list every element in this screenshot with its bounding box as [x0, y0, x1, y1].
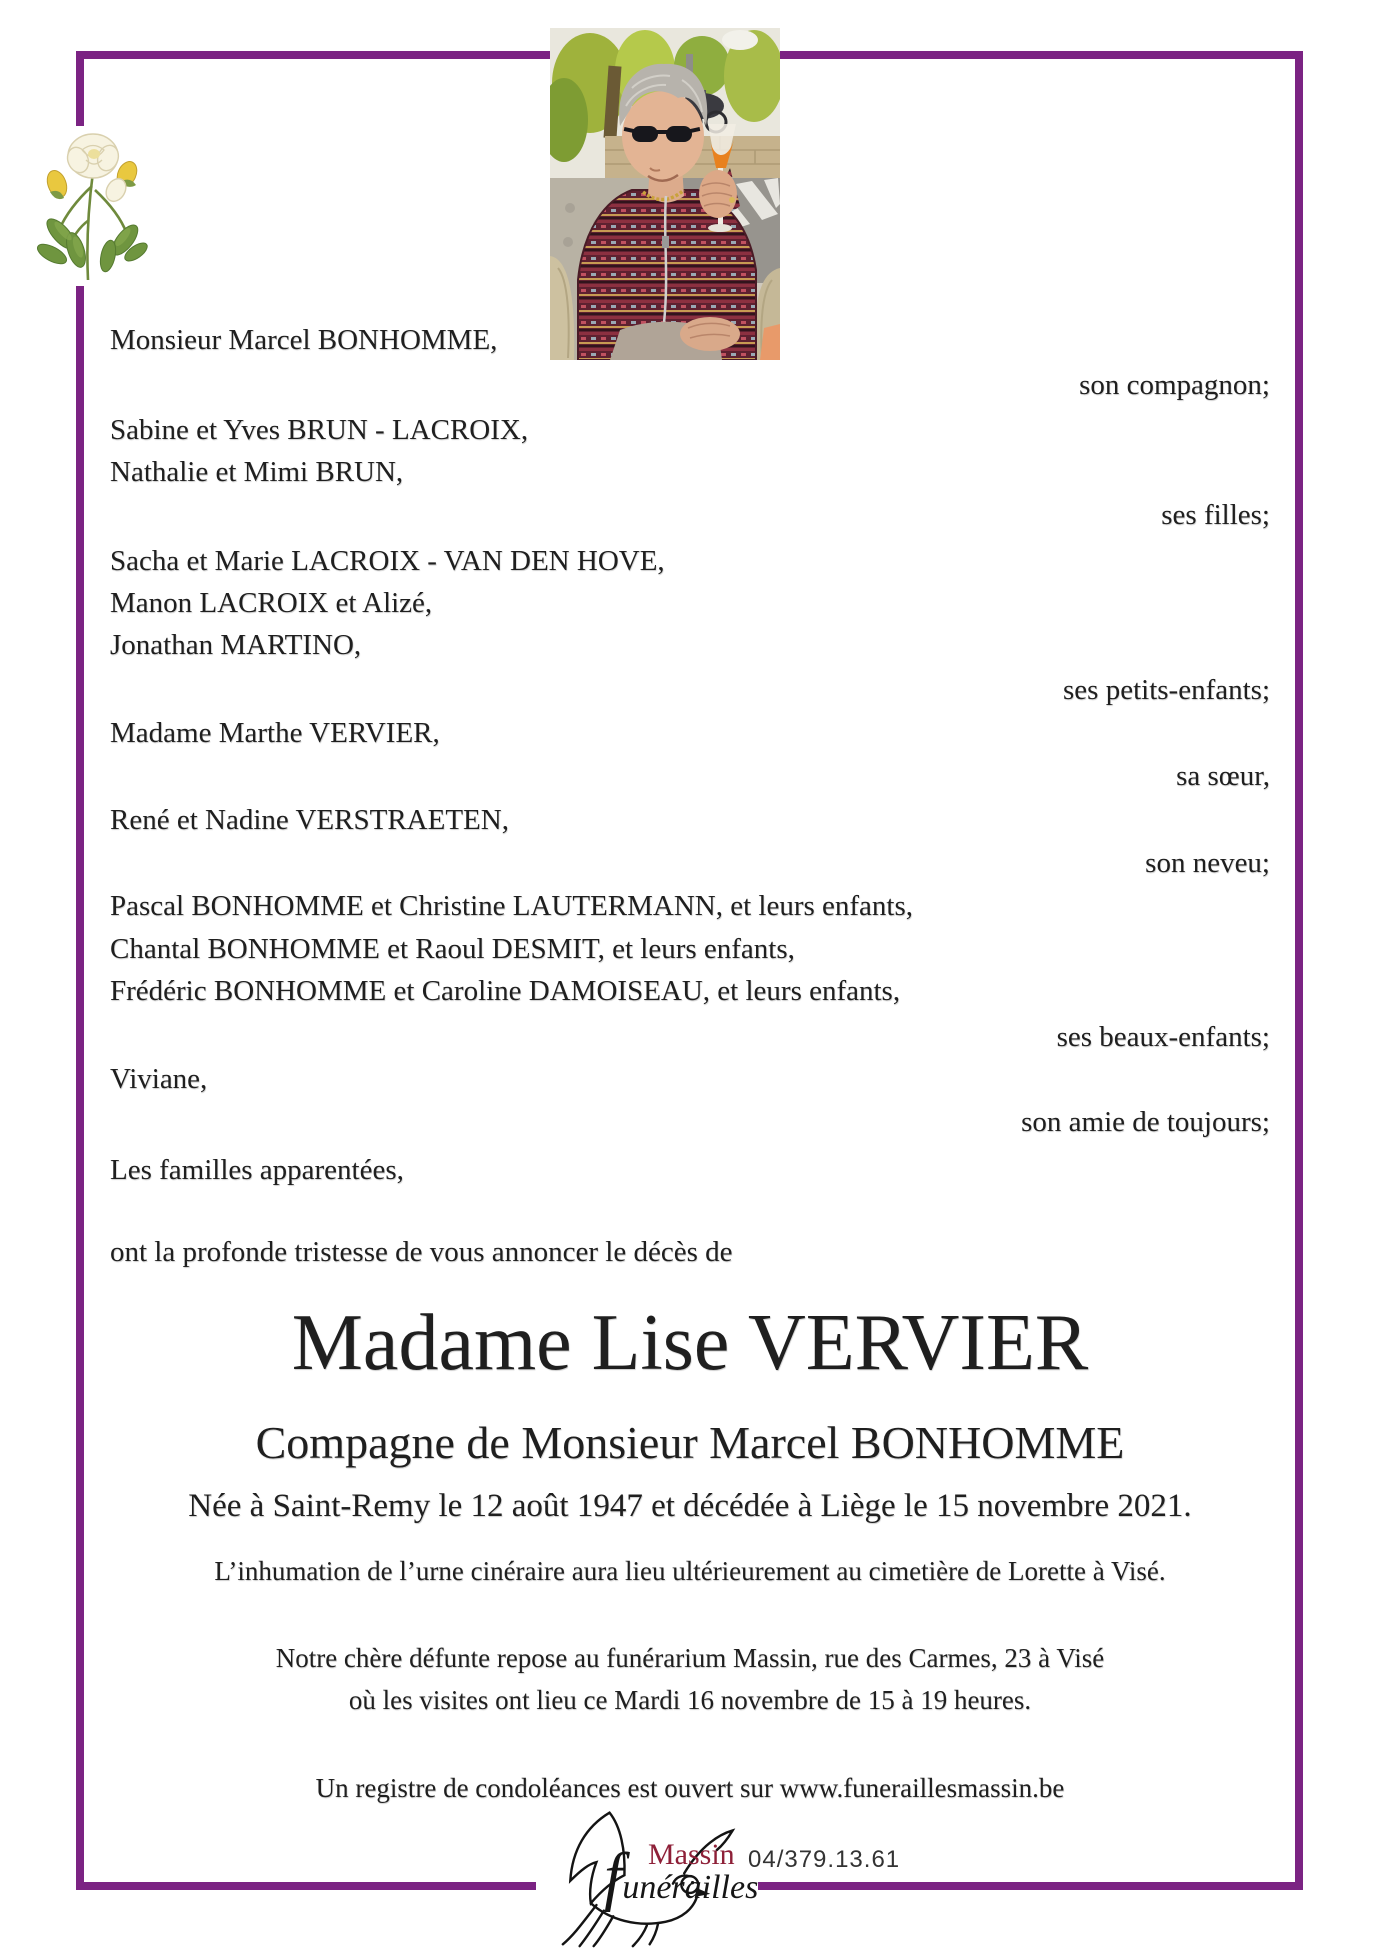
relation-label: ses petits-enfants;: [1063, 674, 1270, 706]
relation-label: son compagnon;: [1079, 369, 1270, 401]
relation-label: son amie de toujours;: [1021, 1106, 1270, 1138]
funeral-home-name: Massin: [648, 1838, 735, 1871]
family-line: Sabine et Yves BRUN - LACROIX,: [110, 414, 529, 446]
family-line: Frédéric BONHOMME et Caroline DAMOISEAU, et leurs enfants,: [110, 975, 901, 1007]
family-line: Manon LACROIX et Alizé,: [110, 587, 433, 619]
family-line: Les familles apparentées,: [110, 1154, 404, 1186]
deceased-relation: Compagne de Monsieur Marcel BONHOMME: [255, 1417, 1125, 1468]
deceased-name: Madame Lise VERVIER: [291, 1299, 1089, 1387]
family-line: Jonathan MARTINO,: [110, 629, 362, 661]
repose-note-2: où les visites ont lieu ce Mardi 16 novembre de 15 à 19 heures.: [348, 1685, 1032, 1715]
relation-label: son neveu;: [1145, 847, 1270, 879]
family-line: Nathalie et Mimi BRUN,: [110, 456, 404, 488]
white-rose-icon: [30, 128, 156, 284]
life-dates: Née à Saint-Remy le 12 août 1947 et décédée à Liège le 15 novembre 2021.: [188, 1488, 1192, 1524]
family-line: Madame Marthe VERVIER,: [110, 717, 440, 749]
inhumation-note: L’inhumation de l’urne cinéraire aura lieu ultérieurement au cimetière de Lorette à Visé.: [214, 1556, 1166, 1586]
family-line: Pascal BONHOMME et Christine LAUTERMANN, et leurs enfants,: [110, 890, 914, 922]
family-line: René et Nadine VERSTRAETEN,: [110, 804, 509, 836]
funeral-home-logo: [530, 1808, 900, 1948]
portrait-photo: [550, 28, 780, 360]
funeral-home-phone: 04/379.13.61: [748, 1846, 901, 1873]
family-line: Sacha et Marie LACROIX - VAN DEN HOVE,: [110, 545, 665, 577]
family-line: Viviane,: [110, 1063, 208, 1095]
repose-note-1: Notre chère défunte repose au funérarium Massin, rue des Carmes, 23 à Visé: [275, 1643, 1105, 1673]
family-line: Chantal BONHOMME et Raoul DESMIT, et leurs enfants,: [110, 933, 795, 965]
family-line: Monsieur Marcel BONHOMME,: [110, 324, 498, 356]
funeral-home-subtitle: funérailles: [604, 1840, 759, 1913]
relation-label: ses filles;: [1161, 499, 1270, 531]
announcement-intro: ont la profonde tristesse de vous annoncer le décès de: [110, 1236, 733, 1268]
register-note: Un registre de condoléances est ouvert sur www.funeraillesmassin.be: [315, 1773, 1065, 1803]
relation-label: ses beaux-enfants;: [1056, 1021, 1270, 1053]
relation-label: sa sœur,: [1176, 760, 1270, 792]
